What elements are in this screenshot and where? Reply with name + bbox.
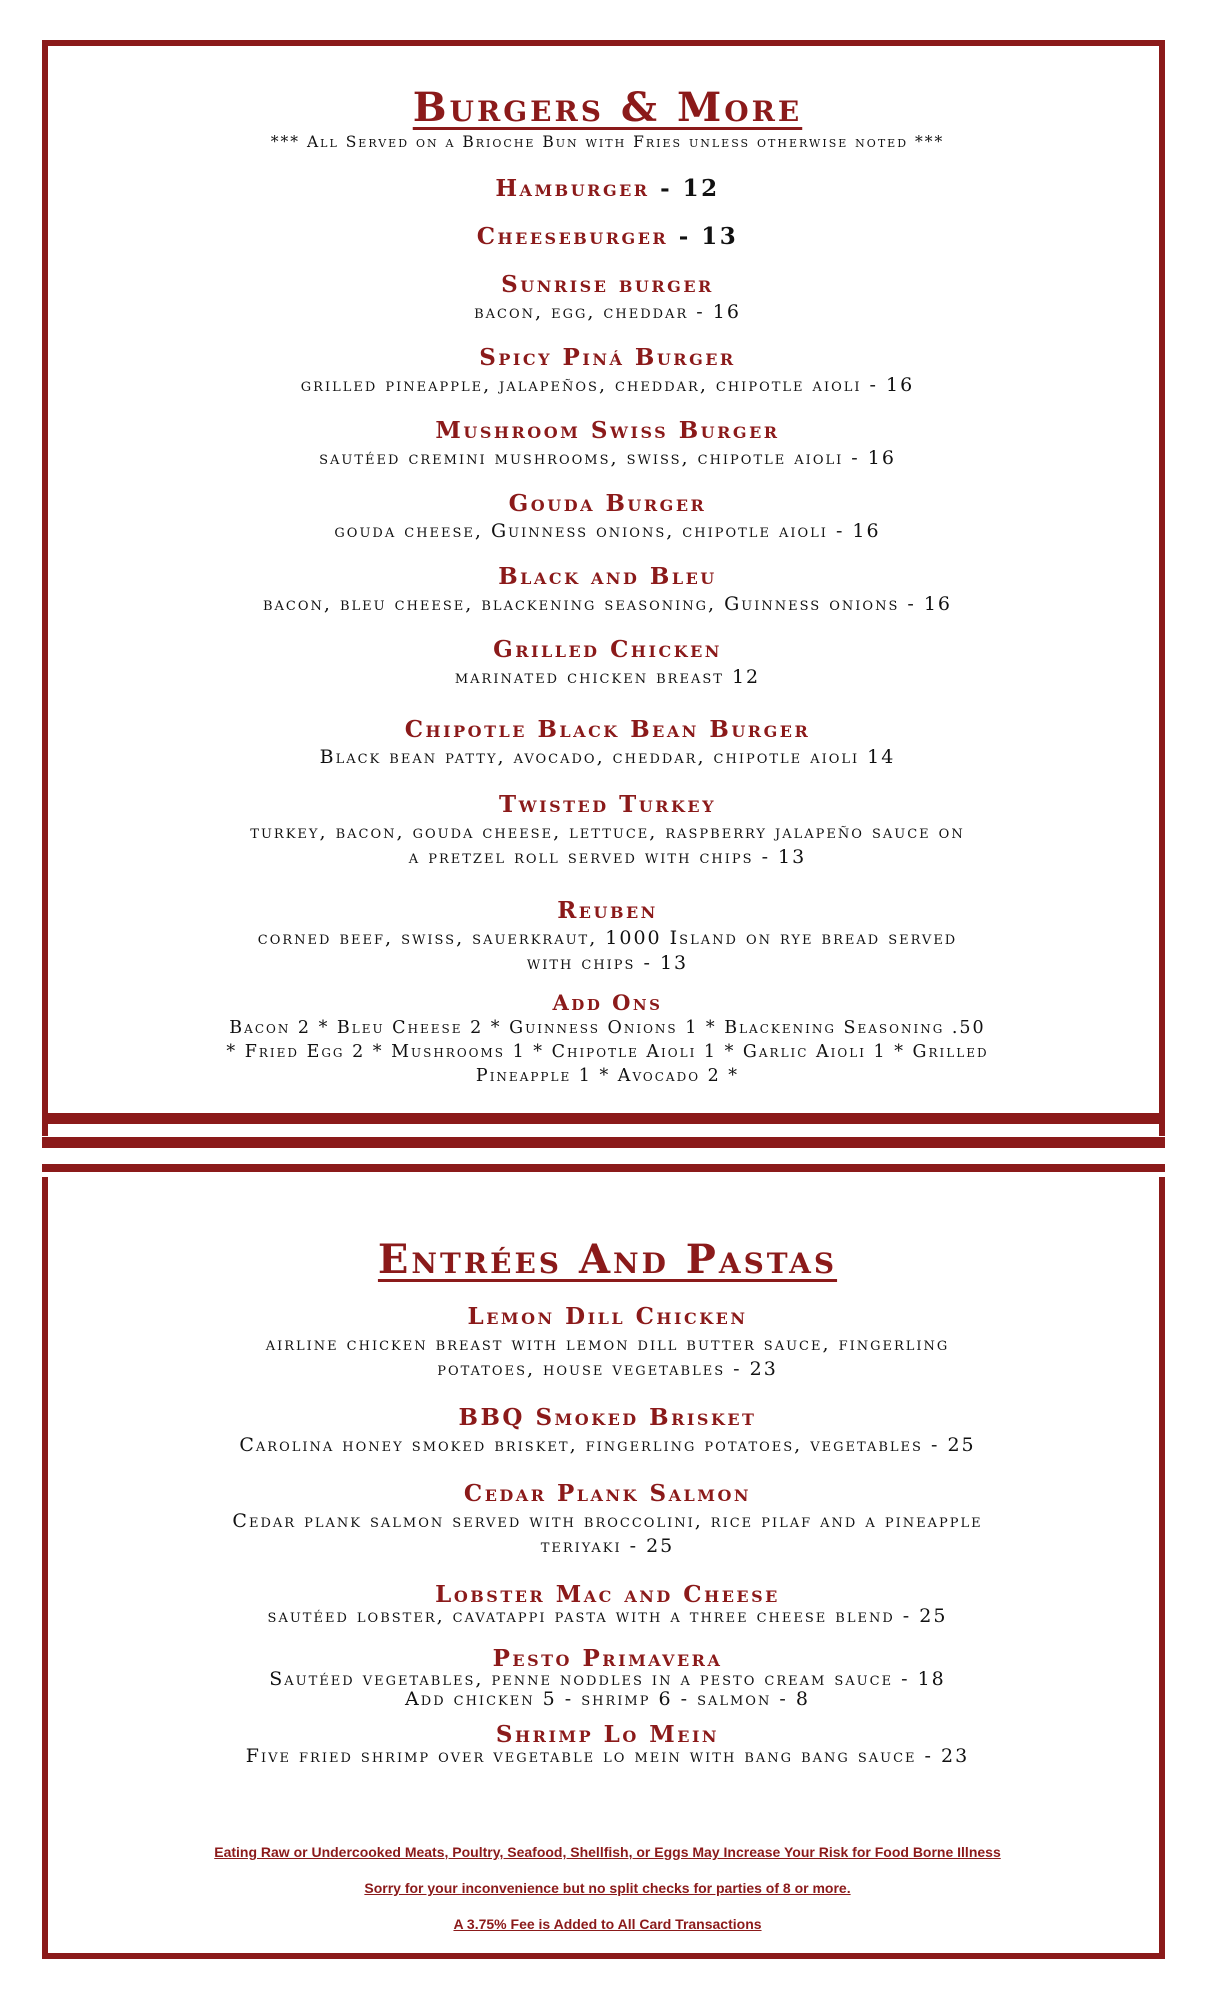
- menu-item-cheeseburger: [0, 224, 1215, 249]
- item-name-bbq-brisket: BBQ Smoked Brisket: [458, 1404, 757, 1431]
- addons-title: Add Ons: [552, 990, 663, 1015]
- card-fee-notice: A 3.75% Fee is Added to All Card Transactions: [453, 1916, 762, 1932]
- item-desc-reuben-2: with chips - 13: [526, 952, 689, 974]
- entrees-panel: [42, 1177, 1165, 1959]
- split-check-notice: Sorry for your inconvenience but no split checks for parties of 8 or more.: [364, 1880, 851, 1896]
- addons-line-1: Bacon 2 * Bleu Cheese 2 * Guinness Onions 1 * Blackening Seasoning .50: [229, 1018, 986, 1038]
- item-desc-spicy-pina: grilled pineapple, jalapeños, cheddar, chipotle aioli - 16: [300, 374, 915, 396]
- item-desc-black-bleu: bacon, bleu cheese, blackening seasoning, Guinness onions - 16: [262, 593, 953, 615]
- item-name-reuben: Reuben: [557, 897, 658, 924]
- item-name-gouda: Gouda Burger: [508, 490, 707, 517]
- item-desc-mushroom-swiss: sautéed cremini mushrooms, swiss, chipotle aioli - 16: [319, 447, 896, 469]
- item-desc-gouda: gouda cheese, Guinness onions, chipotle aioli - 16: [334, 520, 881, 542]
- item-desc-bbq-brisket: Carolina honey smoked brisket, fingerling potatoes, vegetables - 25: [239, 1434, 976, 1456]
- menu-item-hamburger: [0, 176, 1215, 201]
- item-desc-pesto-1: Sautéed vegetables, penne noddles in a pesto cream sauce - 18: [269, 1668, 946, 1690]
- item-name-cedar-salmon: Cedar Plank Salmon: [463, 1480, 752, 1507]
- divider-band-3: [42, 1164, 1165, 1172]
- item-name: Hamburger: [495, 175, 650, 202]
- divider-band-2: [42, 1137, 1165, 1148]
- addons-line-3: Pineapple 1 * Avocado 2 *: [475, 1066, 740, 1086]
- burgers-note: *** All Served on a Brioche Bun with Fries unless otherwise noted ***: [270, 133, 945, 151]
- item-desc-lemon-dill-1: airline chicken breast with lemon dill butter sauce, fingerling: [265, 1333, 950, 1355]
- item-desc-twisted-turkey-2: a pretzel roll served with chips - 13: [408, 846, 807, 868]
- item-name-sunrise: Sunrise burger: [501, 271, 714, 298]
- item-name-black-bleu: Black and Bleu: [498, 563, 717, 590]
- item-name-pesto: Pesto Primavera: [492, 1645, 723, 1672]
- item-name-lobster-mac: Lobster Mac and Cheese: [435, 1581, 780, 1608]
- item-name: Cheeseburger: [476, 223, 669, 250]
- addons-line-2: * Fried Egg 2 * Mushrooms 1 * Chipotle Aioli 1 * Garlic Aioli 1 * Grilled: [226, 1042, 989, 1062]
- item-name-spicy-pina: Spicy Piná Burger: [479, 344, 736, 371]
- item-desc-twisted-turkey-1: turkey, bacon, gouda cheese, lettuce, raspberry jalapeño sauce on: [250, 821, 965, 843]
- item-price: - 12: [649, 175, 720, 202]
- item-desc-black-bean: Black bean patty, avocado, cheddar, chipotle aioli 14: [319, 746, 896, 768]
- item-desc-cedar-salmon-2: teriyaki - 25: [540, 1535, 675, 1557]
- item-name-shrimp-lo-mein: Shrimp Lo Mein: [495, 1721, 720, 1748]
- item-desc-cedar-salmon-1: Cedar plank salmon served with broccolini, rice pilaf and a pineapple: [232, 1510, 983, 1532]
- item-desc-sunrise: bacon, egg, cheddar - 16: [474, 301, 741, 323]
- item-price: - 13: [668, 223, 739, 250]
- burgers-title: Burgers & More: [412, 84, 803, 131]
- item-desc-lemon-dill-2: potatoes, house vegetables - 23: [437, 1358, 778, 1380]
- item-desc-lobster-mac: sautéed lobster, cavatappi pasta with a three cheese blend - 25: [267, 1605, 948, 1627]
- entrees-title: Entrées And Pastas: [377, 1236, 838, 1283]
- divider-band-1: [42, 1113, 1165, 1124]
- item-name-twisted-turkey: Twisted Turkey: [499, 791, 716, 818]
- item-desc-grilled-chicken: marinated chicken breast 12: [454, 666, 761, 688]
- item-name-lemon-dill: Lemon Dill Chicken: [467, 1303, 748, 1330]
- item-desc-shrimp-lo-mein: Five fried shrimp over vegetable lo mein with bang bang sauce - 23: [245, 1745, 970, 1767]
- item-name-grilled-chicken: Grilled Chicken: [493, 636, 722, 663]
- item-name-black-bean: Chipotle Black Bean Burger: [404, 716, 811, 743]
- item-name-mushroom-swiss: Mushroom Swiss Burger: [435, 417, 780, 444]
- food-warning: Eating Raw or Undercooked Meats, Poultry, Seafood, Shellfish, or Eggs May Increase Your Risk for Food Borne Illness: [214, 1844, 1001, 1860]
- item-desc-reuben-1: corned beef, swiss, sauerkraut, 1000 Island on rye bread served: [257, 927, 958, 949]
- item-desc-pesto-2: Add chicken 5 - shrimp 6 - salmon - 8: [405, 1688, 810, 1710]
